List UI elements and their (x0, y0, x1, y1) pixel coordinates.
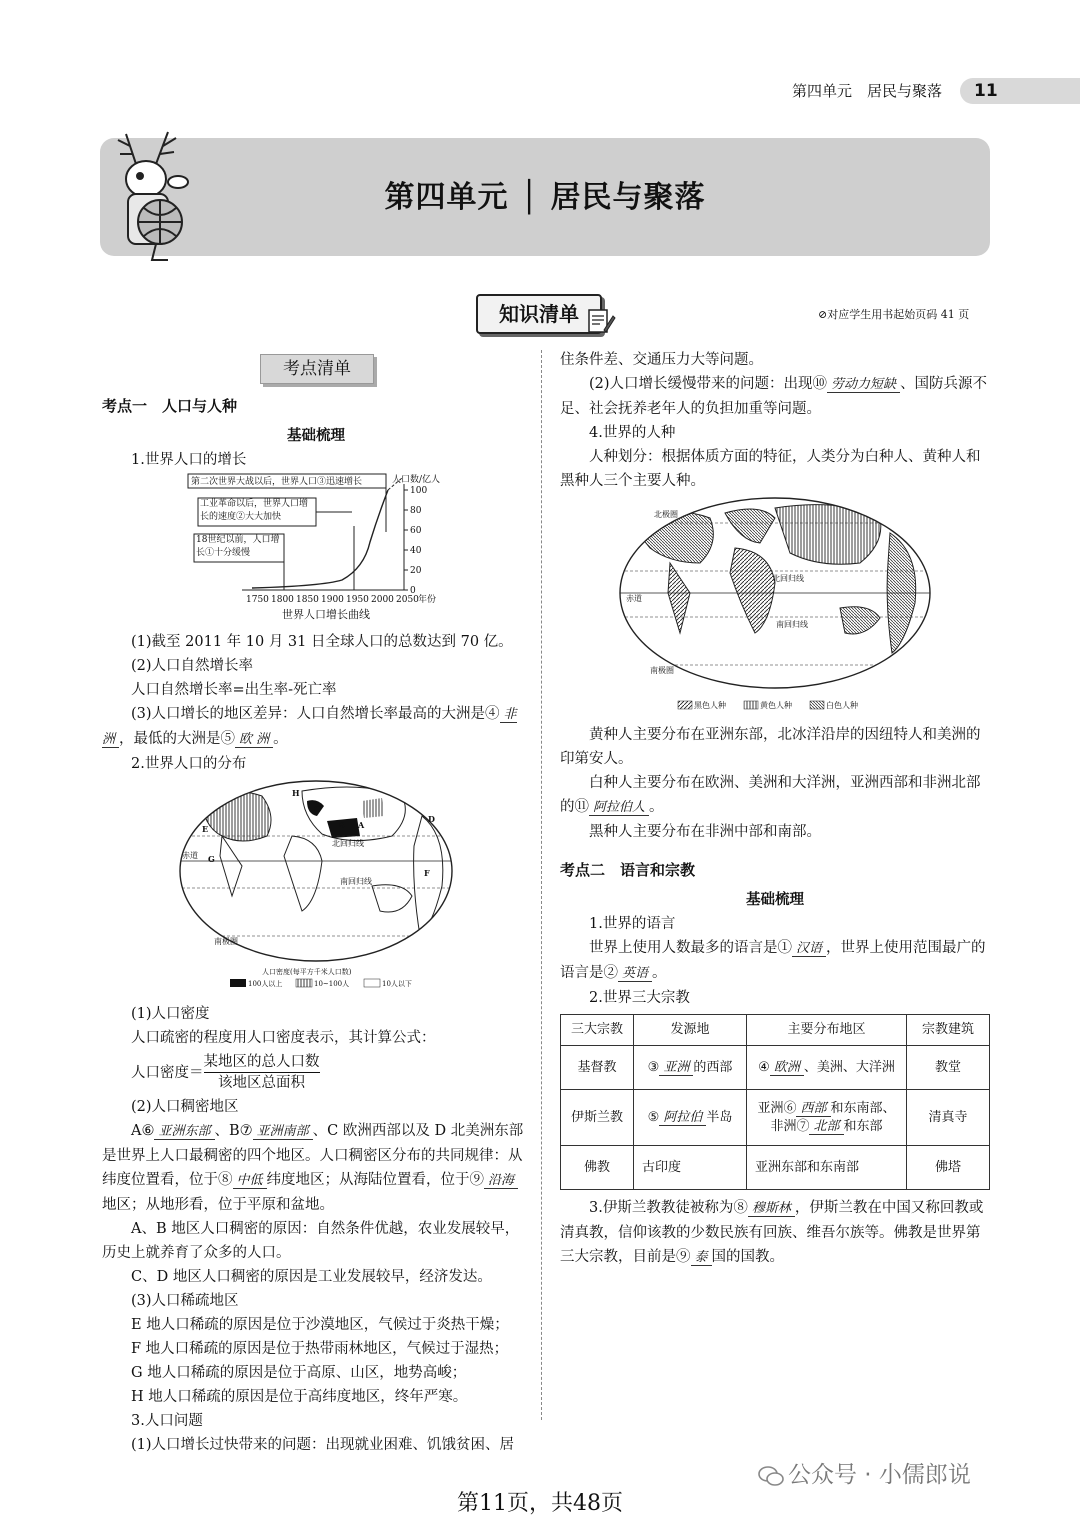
table-cell: 亚洲⑥ 西部 和东南部、 非洲⑦ 北部 和东部 (747, 1090, 907, 1146)
equator-label: 赤道 (626, 594, 642, 603)
legend-item: 黑色人种 (694, 701, 726, 710)
table-cell: 古印度 (634, 1146, 747, 1190)
formula-numerator: 某地区的总人口数 (204, 1052, 320, 1073)
topic-heading: 考点二 语言和宗教 (560, 861, 696, 879)
paragraph: A、B 地区人口稠密的原因：自然条件优越，农业发展较早，历史上就养育了众多的人口。 (102, 1221, 520, 1261)
table-header: 主要分布地区 (747, 1015, 907, 1046)
running-header: 第四单元 居民与聚落 (792, 82, 943, 100)
subsection-heading: 2.世界三大宗教 (589, 990, 690, 1006)
subsection-heading: 3.人口问题 (131, 1413, 203, 1429)
legend-item: 100人以上 (248, 980, 283, 988)
x-tick-label: 1950 (346, 595, 369, 605)
y-tick-label: 40 (410, 546, 422, 556)
table-cell: 教堂 (907, 1046, 990, 1090)
column-divider (541, 350, 542, 1420)
answer-10: 劳动力短缺 (827, 377, 900, 393)
human-race-map (560, 493, 990, 715)
table-cell: 佛教 (561, 1146, 634, 1190)
paragraph: A⑥ 亚洲东部 、B⑦ 亚洲南部 、C 欧洲西部以及 D 北美洲东部是世界上人口最稠密的四个地区。人口稠密区分布的共同规律：从纬度位置看，位于⑧ 中低 纬度地区；从海陆位置看，位于⑨ 沿海地区；从地形看，位于平原和盆地。 (102, 1123, 524, 1213)
paragraph: (1)人口增长过快带来的问题：出现就业困难、饥饿贫困、居 (131, 1437, 515, 1453)
annotation-2: 工业革命以后，世界人口增长的速度②大大加快 (200, 499, 309, 522)
region-letter: E (202, 824, 209, 834)
region-letter: H (292, 788, 300, 798)
table-cell: 清真寺 (907, 1090, 990, 1146)
y-tick-label: 60 (410, 526, 422, 536)
table-cell: 伊斯兰教 (561, 1090, 634, 1146)
tropic-south-label: 南回归线 (340, 877, 372, 886)
answer-b1: 汉语 (792, 941, 826, 957)
population-growth-chart (102, 472, 530, 622)
paragraph: (2)人口自然增长率 (131, 658, 254, 674)
paragraph: C、D 地区人口稠密的原因是工业发展较早，经济发达。 (131, 1269, 492, 1285)
answer-b8: 穆斯林 (748, 1201, 795, 1217)
region-letter: F (424, 868, 430, 878)
tropic-north-label: 北回归线 (332, 839, 364, 848)
table-header: 发源地 (634, 1015, 747, 1046)
y-axis-label: 人口数/亿人 (392, 475, 441, 485)
subsection-heading: 2.世界人口的分布 (131, 756, 247, 772)
legend-item: 白色人种 (826, 701, 858, 710)
x-tick-label: 1800 (271, 595, 294, 605)
topic-heading: 考点一 人口与人种 (102, 397, 238, 415)
table-cell: 亚洲东部和东南部 (747, 1146, 907, 1190)
subsection-heading: 1.世界的语言 (589, 916, 676, 932)
legend-item: 10人以下 (382, 980, 412, 988)
annotation-1: 18世纪以前，人口增长①十分缓慢 (196, 535, 280, 558)
paragraph: F 地人口稀疏的原因是位于热带雨林地区，气候过于湿热； (131, 1341, 509, 1357)
answer-b9: 泰 (691, 1250, 712, 1266)
tropic-north-label: 北回归线 (772, 574, 804, 583)
page-footer: 第11页，共48页 (457, 1491, 623, 1516)
answer-11: 阿拉伯人 (589, 800, 649, 816)
answer-3: 亚洲 (659, 1060, 693, 1076)
answer-4: 非 洲 (102, 707, 517, 747)
page-number: 11 (960, 78, 1080, 104)
answer-4b: 欧洲 (770, 1060, 804, 1076)
table-cell: ⑤ 阿拉伯 半岛 (634, 1090, 747, 1146)
annotation-3: 第二次世界大战以后，世界人口③迅速增长 (191, 477, 363, 487)
paragraph: 住条件差、交通压力大等问题。 (560, 352, 763, 368)
y-tick-label: 0 (410, 586, 416, 596)
left-column (102, 394, 530, 1457)
chart-caption: 世界人口增长曲线 (282, 608, 370, 621)
region-letter: A (358, 820, 365, 830)
y-tick-label: 20 (410, 566, 422, 576)
section-badge: 知识清单 (476, 294, 602, 334)
y-tick-label: 80 (410, 506, 422, 516)
unit-title: 第四单元 │ 居民与聚落 (384, 180, 706, 215)
paragraph: E 地人口稀疏的原因是位于沙漠地区，气候过于炎热干燥； (131, 1317, 509, 1333)
answer-9: 沿海 (484, 1173, 518, 1189)
tropic-south-label: 南回归线 (776, 620, 808, 629)
subsection-heading: 4.世界的人种 (589, 425, 676, 441)
paragraph: (3)人口增长的地区差异：人口自然增长率最高的大洲是④ 非 洲 ，最低的大洲是⑤ 欧 洲 。 (102, 706, 517, 747)
paragraph: (1)截至 2011 年 10 月 31 日全球人口的总数达到 70 亿。 (131, 634, 513, 650)
answer-5b: 阿拉伯 (659, 1110, 706, 1126)
population-density-map (102, 776, 530, 994)
religion-table (560, 1014, 990, 1190)
paragraph: 白种人主要分布在欧洲、美洲和大洋洲，亚洲西部和非洲北部的⑪ 阿拉伯人 。 (560, 775, 981, 815)
antarctic-label: 南极圈 (214, 937, 238, 946)
legend-item: 黄色人种 (760, 701, 792, 710)
right-column (560, 348, 990, 1270)
equator-label: 赤道 (182, 851, 198, 860)
table-header-row (561, 1015, 990, 1046)
sub-badge: 考点清单 (260, 354, 374, 384)
table-cell: ④ 欧洲 、美洲、大洋洲 (747, 1046, 907, 1090)
paragraph: 人种划分：根据体质方面的特征，人类分为白种人、黄种人和黑种人三个主要人种。 (560, 449, 981, 489)
paragraph: 黄种人主要分布在亚洲东部，北冰洋沿岸的因纽特人和美洲的印第安人。 (560, 727, 981, 767)
x-tick-label: 1900 (321, 595, 344, 605)
answer-b2: 英语 (618, 966, 652, 982)
answer-7b: 北部 (809, 1119, 843, 1135)
paragraph: (2)人口稠密地区 (131, 1099, 239, 1115)
paragraph: 世界上使用人数最多的语言是① 汉语 ，世界上使用范围最广的语言是② 英语 。 (560, 940, 986, 981)
paragraph: 3.伊斯兰教教徒被称为⑧ 穆斯林 ，伊斯兰教在中国又称回教或清真教，信仰该教的少数民族有回族、维吾尔族等。佛教是世界第三大宗教，目前是⑨ 泰 国的国教。 (560, 1200, 984, 1265)
table-header: 宗教建筑 (907, 1015, 990, 1046)
y-tick-label: 100 (410, 486, 428, 496)
paragraph: 黑种人主要分布在非洲中部和南部。 (589, 824, 821, 840)
table-cell: 基督教 (561, 1046, 634, 1090)
watermark: 公众号 · 小儒郎说 (758, 1456, 971, 1489)
paragraph: (1)人口密度 (131, 1006, 210, 1022)
paragraph: 人口疏密的程度用人口密度表示，其计算公式： (131, 1030, 436, 1046)
region-letter: G (208, 854, 215, 864)
answer-8: 中低 (233, 1173, 267, 1189)
notepad-pen-icon (586, 306, 616, 336)
arctic-label: 北极圈 (654, 510, 678, 519)
paragraph: G 地人口稀疏的原因是位于高原、山区，地势高峻； (131, 1365, 467, 1381)
basics-heading: 基础梳理 (746, 891, 804, 908)
table-cell: 佛塔 (907, 1146, 990, 1190)
subsection-heading: 1.世界人口的增长 (131, 452, 247, 468)
paragraph: (2)人口增长缓慢带来的问题：出现⑩ 劳动力短缺 、国防兵源不足、社会抚养老年人的负担加重等问题。 (560, 376, 988, 417)
x-tick-label: 1850 (296, 595, 319, 605)
x-tick-label: 2000 (371, 595, 394, 605)
table-cell: ③ 亚洲 的西部 (634, 1046, 747, 1090)
x-tick-label: 1750 (246, 595, 269, 605)
paragraph: H 地人口稀疏的原因是位于高纬度地区，终年严寒。 (131, 1389, 468, 1405)
region-letter: C (314, 804, 321, 814)
x-axis-unit: 年份 (418, 595, 437, 605)
legend-item: 10~100人 (314, 980, 350, 988)
basics-heading: 基础梳理 (287, 427, 345, 444)
answer-6: 亚洲东部 (154, 1124, 214, 1140)
table-row (561, 1046, 990, 1090)
table-row (561, 1146, 990, 1190)
paragraph: 人口自然增长率=出生率-死亡率 (131, 682, 337, 698)
table-row (561, 1090, 990, 1146)
x-tick-label: 2050 (396, 595, 419, 605)
table-header: 三大宗教 (561, 1015, 634, 1046)
answer-7: 亚洲南部 (253, 1124, 313, 1140)
paragraph: (3)人口稀疏地区 (131, 1293, 239, 1309)
formula-denominator: 该地区总面积 (218, 1075, 305, 1091)
region-letter: D (428, 814, 435, 824)
wechat-icon (758, 1465, 784, 1487)
density-formula: 人口密度＝ 某地区的总人口数 该地区总面积 (131, 1054, 320, 1091)
answer-6b: 西部 (796, 1101, 830, 1117)
region-letter: B (338, 820, 345, 830)
antarctic-label: 南极圈 (650, 666, 674, 675)
answer-5: 欧 洲 (235, 732, 273, 748)
legend-title: 人口密度(每平方千米人口数) (262, 968, 352, 976)
reference-note: ⊘对应学生用书起始页码 41 页 (818, 308, 970, 321)
